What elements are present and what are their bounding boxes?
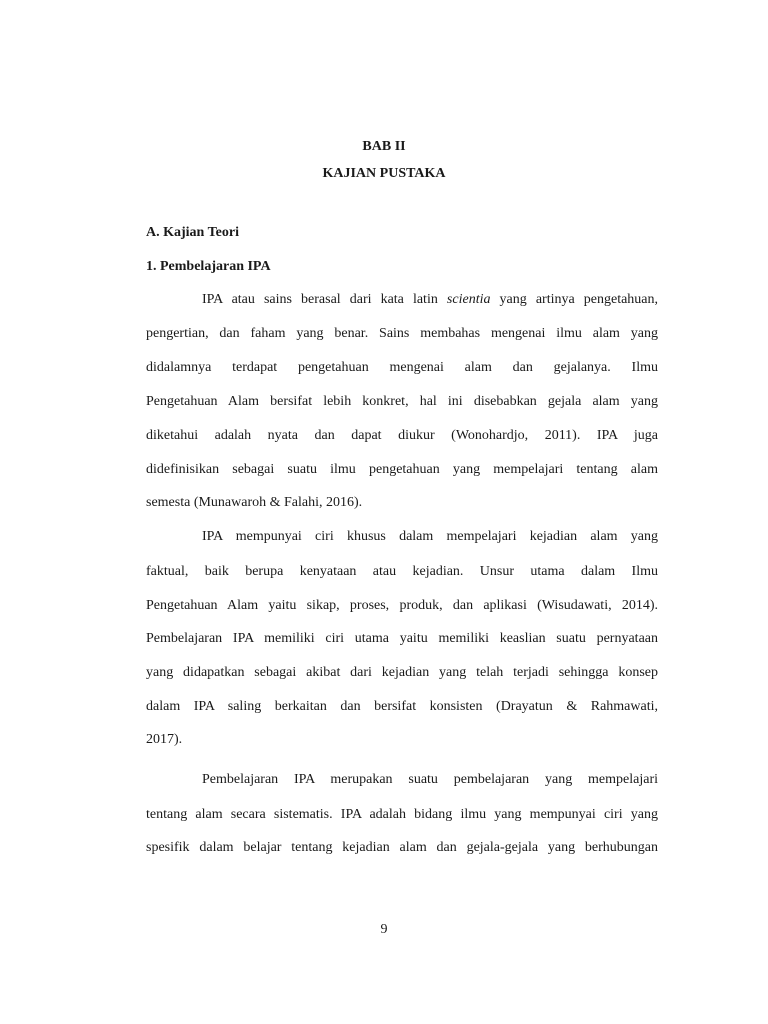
paragraph-1-line: diketahui adalah nyata dan dapat diukur (Wonohardjo, 2011). IPA juga (146, 428, 658, 443)
chapter-title: KAJIAN PUSTAKA (322, 166, 446, 181)
paragraph-1-line: pengertian, dan faham yang benar. Sains membahas mengenai ilmu alam yang (146, 326, 658, 341)
paragraph-1-line: Pengetahuan Alam bersifat lebih konkret, hal ini disebabkan gejala alam yang (146, 394, 658, 409)
paragraph-1-line: didefinisikan sebagai suatu ilmu pengetahuan yang mempelajari tentang alam (146, 462, 658, 477)
paragraph-2-line: faktual, baik berupa kenyataan atau kejadian. Unsur utama dalam Ilmu (146, 564, 658, 579)
chapter-label: BAB II (362, 139, 406, 154)
paragraph-2-line: Pengetahuan Alam yaitu sikap, proses, produk, dan aplikasi (Wisudawati, 2014). (146, 598, 658, 613)
paragraph-1-text-a: IPA atau sains berasal dari kata latin (202, 292, 438, 307)
paragraph-1-line-last: semesta (Munawaroh & Falahi, 2016). (146, 495, 363, 510)
paragraph-3-line-1: Pembelajaran IPA merupakan suatu pembelajaran yang mempelajari (202, 772, 658, 787)
paragraph-3-line: spesifik dalam belajar tentang kejadian alam dan gejala-gejala yang berhubungan (146, 840, 658, 855)
paragraph-1-line-1 (202, 291, 658, 309)
italic-term: scientia (446, 292, 491, 307)
paragraph-2-line-1: IPA mempunyai ciri khusus dalam mempelajari kejadian alam yang (202, 529, 658, 544)
paragraph-2-line-last: 2017). (146, 732, 183, 747)
paragraph-1-text-b: yang artinya pengetahuan, (499, 292, 659, 307)
page-number: 9 (380, 922, 388, 937)
paragraph-2-line: Pembelajaran IPA memiliki ciri utama yaitu memiliki keaslian suatu pernyataan (146, 631, 658, 646)
paragraph-2-line: dalam IPA saling berkaitan dan bersifat konsisten (Drayatun & Rahmawati, (146, 699, 658, 714)
paragraph-3-line: tentang alam secara sistematis. IPA adalah bidang ilmu yang mempunyai ciri yang (146, 807, 658, 822)
paragraph-1-line: didalamnya terdapat pengetahuan mengenai alam dan gejalanya. Ilmu (146, 360, 658, 375)
subsection-heading: 1. Pembelajaran IPA (146, 259, 271, 274)
section-heading: A. Kajian Teori (146, 225, 239, 240)
paragraph-2-line: yang didapatkan sebagai akibat dari kejadian yang telah terjadi sehingga konsep (146, 665, 658, 680)
